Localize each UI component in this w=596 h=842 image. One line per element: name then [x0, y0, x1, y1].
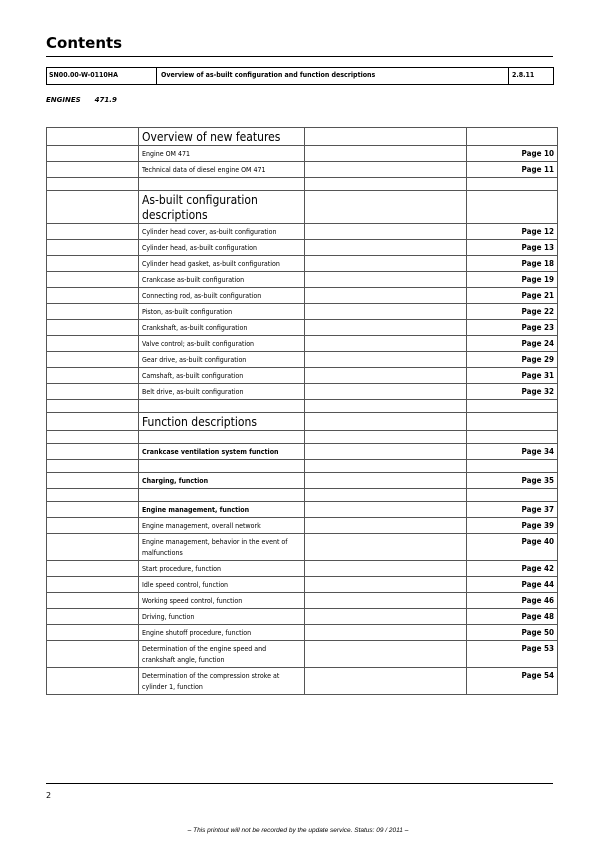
toc-margin-cell	[47, 240, 139, 256]
toc-page-reference: Page 21	[467, 288, 558, 304]
toc-entry-title: Engine management, overall network	[139, 518, 305, 534]
toc-section-title: Function descriptions	[139, 413, 305, 431]
update-service-notice: – This printout will not be recorded by the update service. Status: 09 / 2011 –	[187, 827, 409, 834]
toc-margin-cell	[47, 400, 139, 413]
toc-entry-row	[47, 577, 558, 593]
toc-page-reference: Page 32	[467, 384, 558, 400]
toc-page-reference: Page 42	[467, 561, 558, 577]
toc-empty-cell	[305, 668, 467, 695]
toc-margin-cell	[47, 473, 139, 489]
engine-model: 471.9	[94, 96, 117, 104]
toc-margin-cell	[47, 224, 139, 240]
toc-page-reference: Page 12	[467, 224, 558, 240]
toc-page-reference: Page 39	[467, 518, 558, 534]
toc-entry-title: Engine management, function	[139, 502, 305, 518]
toc-entry-row	[47, 288, 558, 304]
toc-entry-row	[47, 224, 558, 240]
engines-label: ENGINES	[46, 96, 81, 104]
toc-empty-cell	[305, 384, 467, 400]
toc-entry-row	[47, 304, 558, 320]
toc-blank-row	[47, 178, 558, 191]
toc-empty-cell	[305, 352, 467, 368]
toc-empty-cell	[305, 460, 467, 473]
toc-page-reference	[467, 128, 558, 146]
toc-empty-cell	[305, 518, 467, 534]
toc-blank-row	[47, 400, 558, 413]
toc-entry-title: Camshaft, as-built configuration	[139, 368, 305, 384]
document-title: Overview of as-built configuration and function descriptions	[157, 68, 509, 84]
toc-entry-row	[47, 240, 558, 256]
toc-entry-row	[47, 473, 558, 489]
toc-page-reference	[467, 460, 558, 473]
toc-entry-row	[47, 368, 558, 384]
toc-page-reference: Page 53	[467, 641, 558, 668]
toc-page-reference: Page 48	[467, 609, 558, 625]
toc-entry-row	[47, 320, 558, 336]
document-header	[46, 67, 554, 85]
toc-page-reference	[467, 489, 558, 502]
toc-margin-cell	[47, 593, 139, 609]
toc-entry-title: Cylinder head cover, as-built configuration	[139, 224, 305, 240]
toc-entry-title: Determination of the engine speed and crankshaft angle, function	[139, 641, 305, 668]
toc-margin-cell	[47, 668, 139, 695]
toc-margin-cell	[47, 191, 139, 224]
toc-page-reference: Page 40	[467, 534, 558, 561]
toc-empty-cell	[305, 240, 467, 256]
toc-margin-cell	[47, 625, 139, 641]
toc-margin-cell	[47, 444, 139, 460]
toc-empty-cell	[305, 178, 467, 191]
toc-entry-title	[139, 178, 305, 191]
toc-empty-cell	[305, 473, 467, 489]
toc-section-title: Overview of new features	[139, 128, 305, 146]
toc-entry-row	[47, 534, 558, 561]
toc-page-reference: Page 23	[467, 320, 558, 336]
engine-designation	[46, 96, 117, 104]
toc-margin-cell	[47, 320, 139, 336]
toc-margin-cell	[47, 534, 139, 561]
page-number: 2	[46, 791, 52, 800]
toc-empty-cell	[305, 641, 467, 668]
toc-entry-title: Connecting rod, as-built configuration	[139, 288, 305, 304]
toc-page-reference: Page 13	[467, 240, 558, 256]
toc-entry-row	[47, 162, 558, 178]
toc-page-reference: Page 19	[467, 272, 558, 288]
toc-entry-row	[47, 384, 558, 400]
toc-empty-cell	[305, 128, 467, 146]
toc-entry-title: Engine shutoff procedure, function	[139, 625, 305, 641]
toc-entry-title	[139, 400, 305, 413]
toc-margin-cell	[47, 352, 139, 368]
toc-empty-cell	[305, 256, 467, 272]
toc-entry-row	[47, 444, 558, 460]
toc-entry-title: Valve control; as-built configuration	[139, 336, 305, 352]
toc-entry-row	[47, 625, 558, 641]
toc-empty-cell	[305, 561, 467, 577]
toc-page-reference: Page 37	[467, 502, 558, 518]
toc-entry-title: Working speed control, function	[139, 593, 305, 609]
toc-margin-cell	[47, 256, 139, 272]
toc-entry-title: Gear drive, as-built configuration	[139, 352, 305, 368]
toc-page-reference	[467, 400, 558, 413]
toc-section-row	[47, 413, 558, 431]
toc-entry-title	[139, 489, 305, 502]
toc-blank-row	[47, 489, 558, 502]
toc-empty-cell	[305, 502, 467, 518]
toc-page-reference	[467, 178, 558, 191]
toc-entry-row	[47, 641, 558, 668]
toc-margin-cell	[47, 561, 139, 577]
toc-empty-cell	[305, 224, 467, 240]
toc-margin-cell	[47, 336, 139, 352]
toc-entry-row	[47, 609, 558, 625]
toc-page-reference: Page 18	[467, 256, 558, 272]
toc-page-reference: Page 34	[467, 444, 558, 460]
toc-margin-cell	[47, 577, 139, 593]
document-version: 2.8.11	[512, 71, 535, 79]
toc-empty-cell	[305, 162, 467, 178]
toc-empty-cell	[305, 191, 467, 224]
toc-entry-row	[47, 518, 558, 534]
toc-empty-cell	[305, 368, 467, 384]
toc-margin-cell	[47, 641, 139, 668]
toc-margin-cell	[47, 518, 139, 534]
toc-entry-title: Cylinder head gasket, as-built configuration	[139, 256, 305, 272]
toc-margin-cell	[47, 128, 139, 146]
toc-margin-cell	[47, 288, 139, 304]
toc-margin-cell	[47, 502, 139, 518]
toc-margin-cell	[47, 146, 139, 162]
toc-margin-cell	[47, 178, 139, 191]
toc-margin-cell	[47, 413, 139, 431]
toc-margin-cell	[47, 368, 139, 384]
toc-entry-title: Engine OM 471	[139, 146, 305, 162]
toc-entry-title: Belt drive, as-built configuration	[139, 384, 305, 400]
toc-entry-title	[139, 460, 305, 473]
toc-empty-cell	[305, 272, 467, 288]
toc-entry-title: Cylinder head, as-built configuration	[139, 240, 305, 256]
toc-empty-cell	[305, 400, 467, 413]
toc-empty-cell	[305, 609, 467, 625]
toc-entry-title: Determination of the compression stroke at cylinder 1, function	[139, 668, 305, 695]
toc-empty-cell	[305, 431, 467, 444]
toc-margin-cell	[47, 304, 139, 320]
toc-entry-title: Start procedure, function	[139, 561, 305, 577]
toc-empty-cell	[305, 577, 467, 593]
toc-entry-title: Crankshaft, as-built configuration	[139, 320, 305, 336]
toc-margin-cell	[47, 162, 139, 178]
toc-entry-row	[47, 561, 558, 577]
toc-margin-cell	[47, 431, 139, 444]
toc-page-reference	[467, 431, 558, 444]
toc-entry-title: Charging, function	[139, 473, 305, 489]
toc-entry-title: Crankcase ventilation system function	[139, 444, 305, 460]
toc-margin-cell	[47, 460, 139, 473]
toc-empty-cell	[305, 593, 467, 609]
toc-page-reference: Page 24	[467, 336, 558, 352]
toc-page-reference: Page 31	[467, 368, 558, 384]
title-divider	[46, 56, 553, 57]
toc-empty-cell	[305, 288, 467, 304]
toc-section-title: As-built configuration descriptions	[139, 191, 305, 224]
toc-empty-cell	[305, 625, 467, 641]
toc-entry-title: Technical data of diesel engine OM 471	[139, 162, 305, 178]
toc-page-reference: Page 46	[467, 593, 558, 609]
toc-page-reference: Page 29	[467, 352, 558, 368]
toc-entry-row	[47, 593, 558, 609]
toc-entry-title: Idle speed control, function	[139, 577, 305, 593]
toc-empty-cell	[305, 534, 467, 561]
contents-table	[46, 127, 558, 695]
toc-empty-cell	[305, 336, 467, 352]
toc-margin-cell	[47, 384, 139, 400]
toc-margin-cell	[47, 489, 139, 502]
toc-section-row	[47, 191, 558, 224]
toc-blank-row	[47, 460, 558, 473]
toc-margin-cell	[47, 609, 139, 625]
footer-divider	[46, 783, 553, 784]
toc-empty-cell	[305, 413, 467, 431]
toc-page-reference	[467, 413, 558, 431]
toc-empty-cell	[305, 489, 467, 502]
toc-empty-cell	[305, 444, 467, 460]
toc-entry-row	[47, 256, 558, 272]
toc-page-reference	[467, 191, 558, 224]
page-title: Contents	[46, 34, 123, 52]
toc-margin-cell	[47, 272, 139, 288]
toc-empty-cell	[305, 304, 467, 320]
toc-empty-cell	[305, 320, 467, 336]
toc-entry-row	[47, 146, 558, 162]
toc-entry-row	[47, 336, 558, 352]
toc-page-reference: Page 50	[467, 625, 558, 641]
toc-page-reference: Page 11	[467, 162, 558, 178]
toc-entry-title: Driving, function	[139, 609, 305, 625]
toc-page-reference: Page 22	[467, 304, 558, 320]
toc-entry-row	[47, 272, 558, 288]
toc-entry-title: Crankcase as-built configuration	[139, 272, 305, 288]
toc-entry-row	[47, 502, 558, 518]
toc-entry-title: Piston, as-built configuration	[139, 304, 305, 320]
toc-blank-row	[47, 431, 558, 444]
toc-entry-row	[47, 668, 558, 695]
toc-empty-cell	[305, 146, 467, 162]
toc-page-reference: Page 44	[467, 577, 558, 593]
document-number: SN00.00-W-0110HA	[47, 68, 157, 84]
toc-entry-title	[139, 431, 305, 444]
toc-entry-title: Engine management, behavior in the event of malfunctions	[139, 534, 305, 561]
toc-page-reference: Page 10	[467, 146, 558, 162]
toc-section-row	[47, 128, 558, 146]
toc-page-reference: Page 54	[467, 668, 558, 695]
toc-entry-row	[47, 352, 558, 368]
toc-page-reference: Page 35	[467, 473, 558, 489]
